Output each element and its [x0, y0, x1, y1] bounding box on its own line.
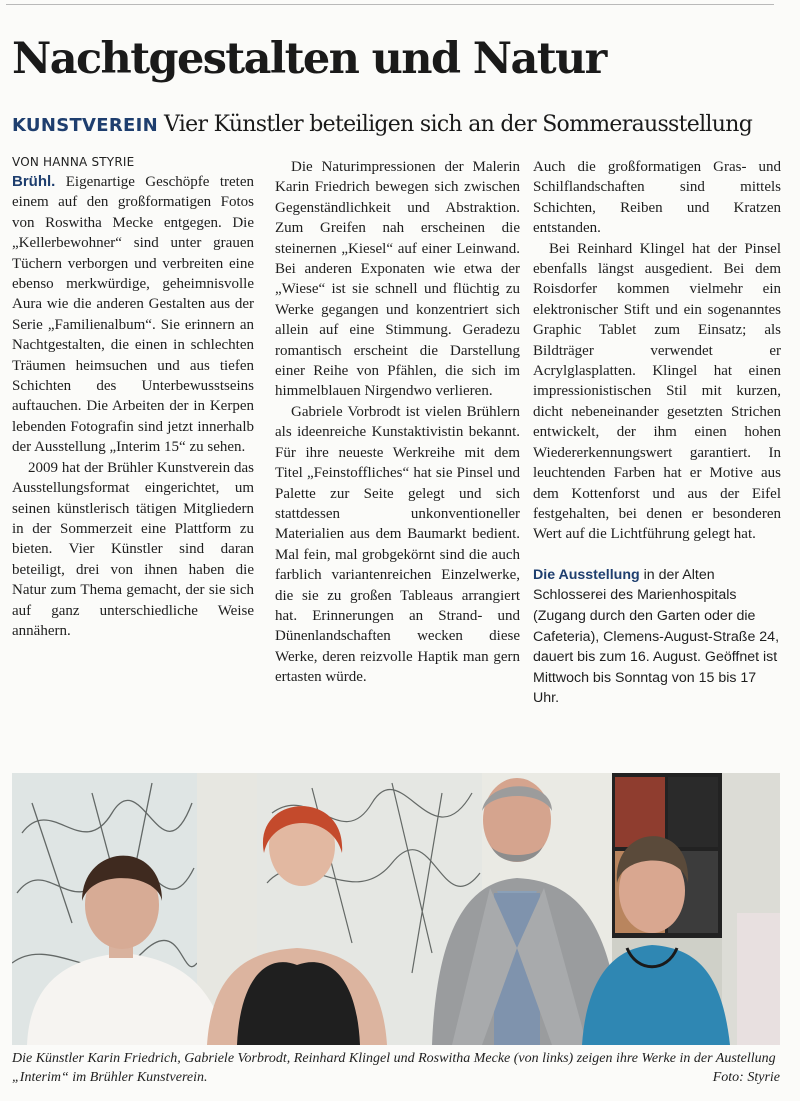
paragraph: Bei Reinhard Klingel hat der Pinsel ebenfalls längst ausgedient. Bei dem Roisdorfer kommen vielmehr ein elektronischer Stift und ein sogenanntes Graphic Tablet zum Einsatz; als Bildträger verwendet er Acrylglasplatten. Klingel hat einen impressionistischen Stil mit kurzen, dicht nebeneinander gesetzten Strichen entwickelt, der ihm einen hohen Wiedererkennungswert garantiert. In leuchtenden Farben hat er Motive aus dem Kottenforst und aus der Eifel festgehalten, bei denen er besonderen Wert auf die Lichtführung gelegt hat.	[533, 240, 781, 543]
paragraph: Die Naturimpressionen der Malerin Karin Friedrich bewegen sich zwischen Gegenständlichkeit und Abstraktion. Zum Greifen nah erscheinen die steinernen „Kiesel“ auf einer Leinwand. Bei anderen Exponaten wie etwa der „Wiese“ ist sie schnell und flüchtig zu Werke gegangen und konzentriert sich allein auf eine Stimmung. Geradezu romantisch erscheint die Darstellung einer Reihe von Pfählen, die sich im himmelblauen Nirgendwo verlieren.	[275, 159, 520, 400]
article-column-1	[12, 172, 254, 641]
locality: Brühl.	[12, 173, 56, 190]
article-column-3	[533, 157, 781, 709]
kicker: KUNSTVEREIN	[12, 115, 158, 136]
article-photo	[12, 773, 780, 1045]
photo-artists-group	[12, 773, 780, 1045]
photo-credit: Foto: Styrie	[712, 1070, 780, 1085]
paragraph: Auch die großformatigen Gras- und Schilflandschaften sind mittels Schichten, Reiben und Kratzen entstanden.	[533, 159, 781, 237]
exhibition-info	[533, 565, 781, 709]
byline: VON HANNA STYRIE	[12, 155, 135, 169]
info-label: Die Ausstellung	[533, 566, 640, 583]
headline: Nachtgestalten und Natur	[12, 34, 606, 84]
photo-caption	[12, 1049, 780, 1087]
article-column-2	[275, 157, 520, 688]
paragraph: Gabriele Vorbrodt ist vielen Brühlern als ideenreiche Kunstaktivistin bekannt. Für ihre neueste Werkreihe mit dem Titel „Feinstoffliches“ hat sie Pinsel und Palette zur Seite gelegt und sich stattdessen unkonventioneller Materialien aus dem Baumarkt bedient. Mal fein, mal grobgekörnt sind die auch farblich variantenreichen Einzelwerke, die sie zu großen Tableaus arrangiert hat. Erinnerungen an Strand- und Dünenlandschaften wecken diese Werke, deren reizvolle Haptik man gern ertasten würde.	[275, 403, 520, 686]
paragraph	[12, 172, 254, 458]
deck: Vier Künstler beteiligen sich an der Sommerausstellung	[164, 112, 753, 137]
info-text: in der Alten Schlosserei des Marienhospitals (Zugang durch den Garten oder die Cafeteria), Clemens-August-Straße 24, dauert bis zum 16. August. Geöffnet ist Mittwoch bis Sonntag von 15 bis 17 Uhr.	[533, 566, 780, 707]
subheadline	[12, 112, 752, 137]
paragraph-text: Eigenartige Geschöpfe treten einem auf den großformatigen Fotos von Roswitha Mecke entgegen. Die „Kellerbewohner“ sind unter grauen Tüchern verborgen und verbreiten eine ebenso merkwürdige, geheimnisvolle Aura wie die anderen Gestalten aus der Serie „Familienalbum“. Sie erinnern an Nachtgestalten, die einen in schlechten Träumen heimsuchen und aus tiefen Schichten des Unterbewusstseins auftauchen. Die Arbeiten der in Kerpen lebenden Fotografin sind jetzt innerhalb der Ausstellung „Interim 15“ zu sehen.	[12, 174, 255, 456]
caption-text: Die Künstler Karin Friedrich, Gabriele Vorbrodt, Reinhard Klingel und Roswitha Mecke (von links) zeigen ihre Werke in der Austellung „Interim“ im Brühler Kunstverein.	[12, 1051, 776, 1085]
paragraph: 2009 hat der Brühler Kunstverein das Ausstellungsformat eingerichtet, um seinen künstlerisch tätigen Mitgliedern in der Sommerzeit eine Plattform zu bieten. Vier Künstler sind daran beteiligt, drei von ihnen haben die Natur zum Thema gemacht, der sie sich auf ganz unterschiedliche Weise annähern.	[12, 459, 254, 639]
top-rule	[6, 4, 774, 5]
